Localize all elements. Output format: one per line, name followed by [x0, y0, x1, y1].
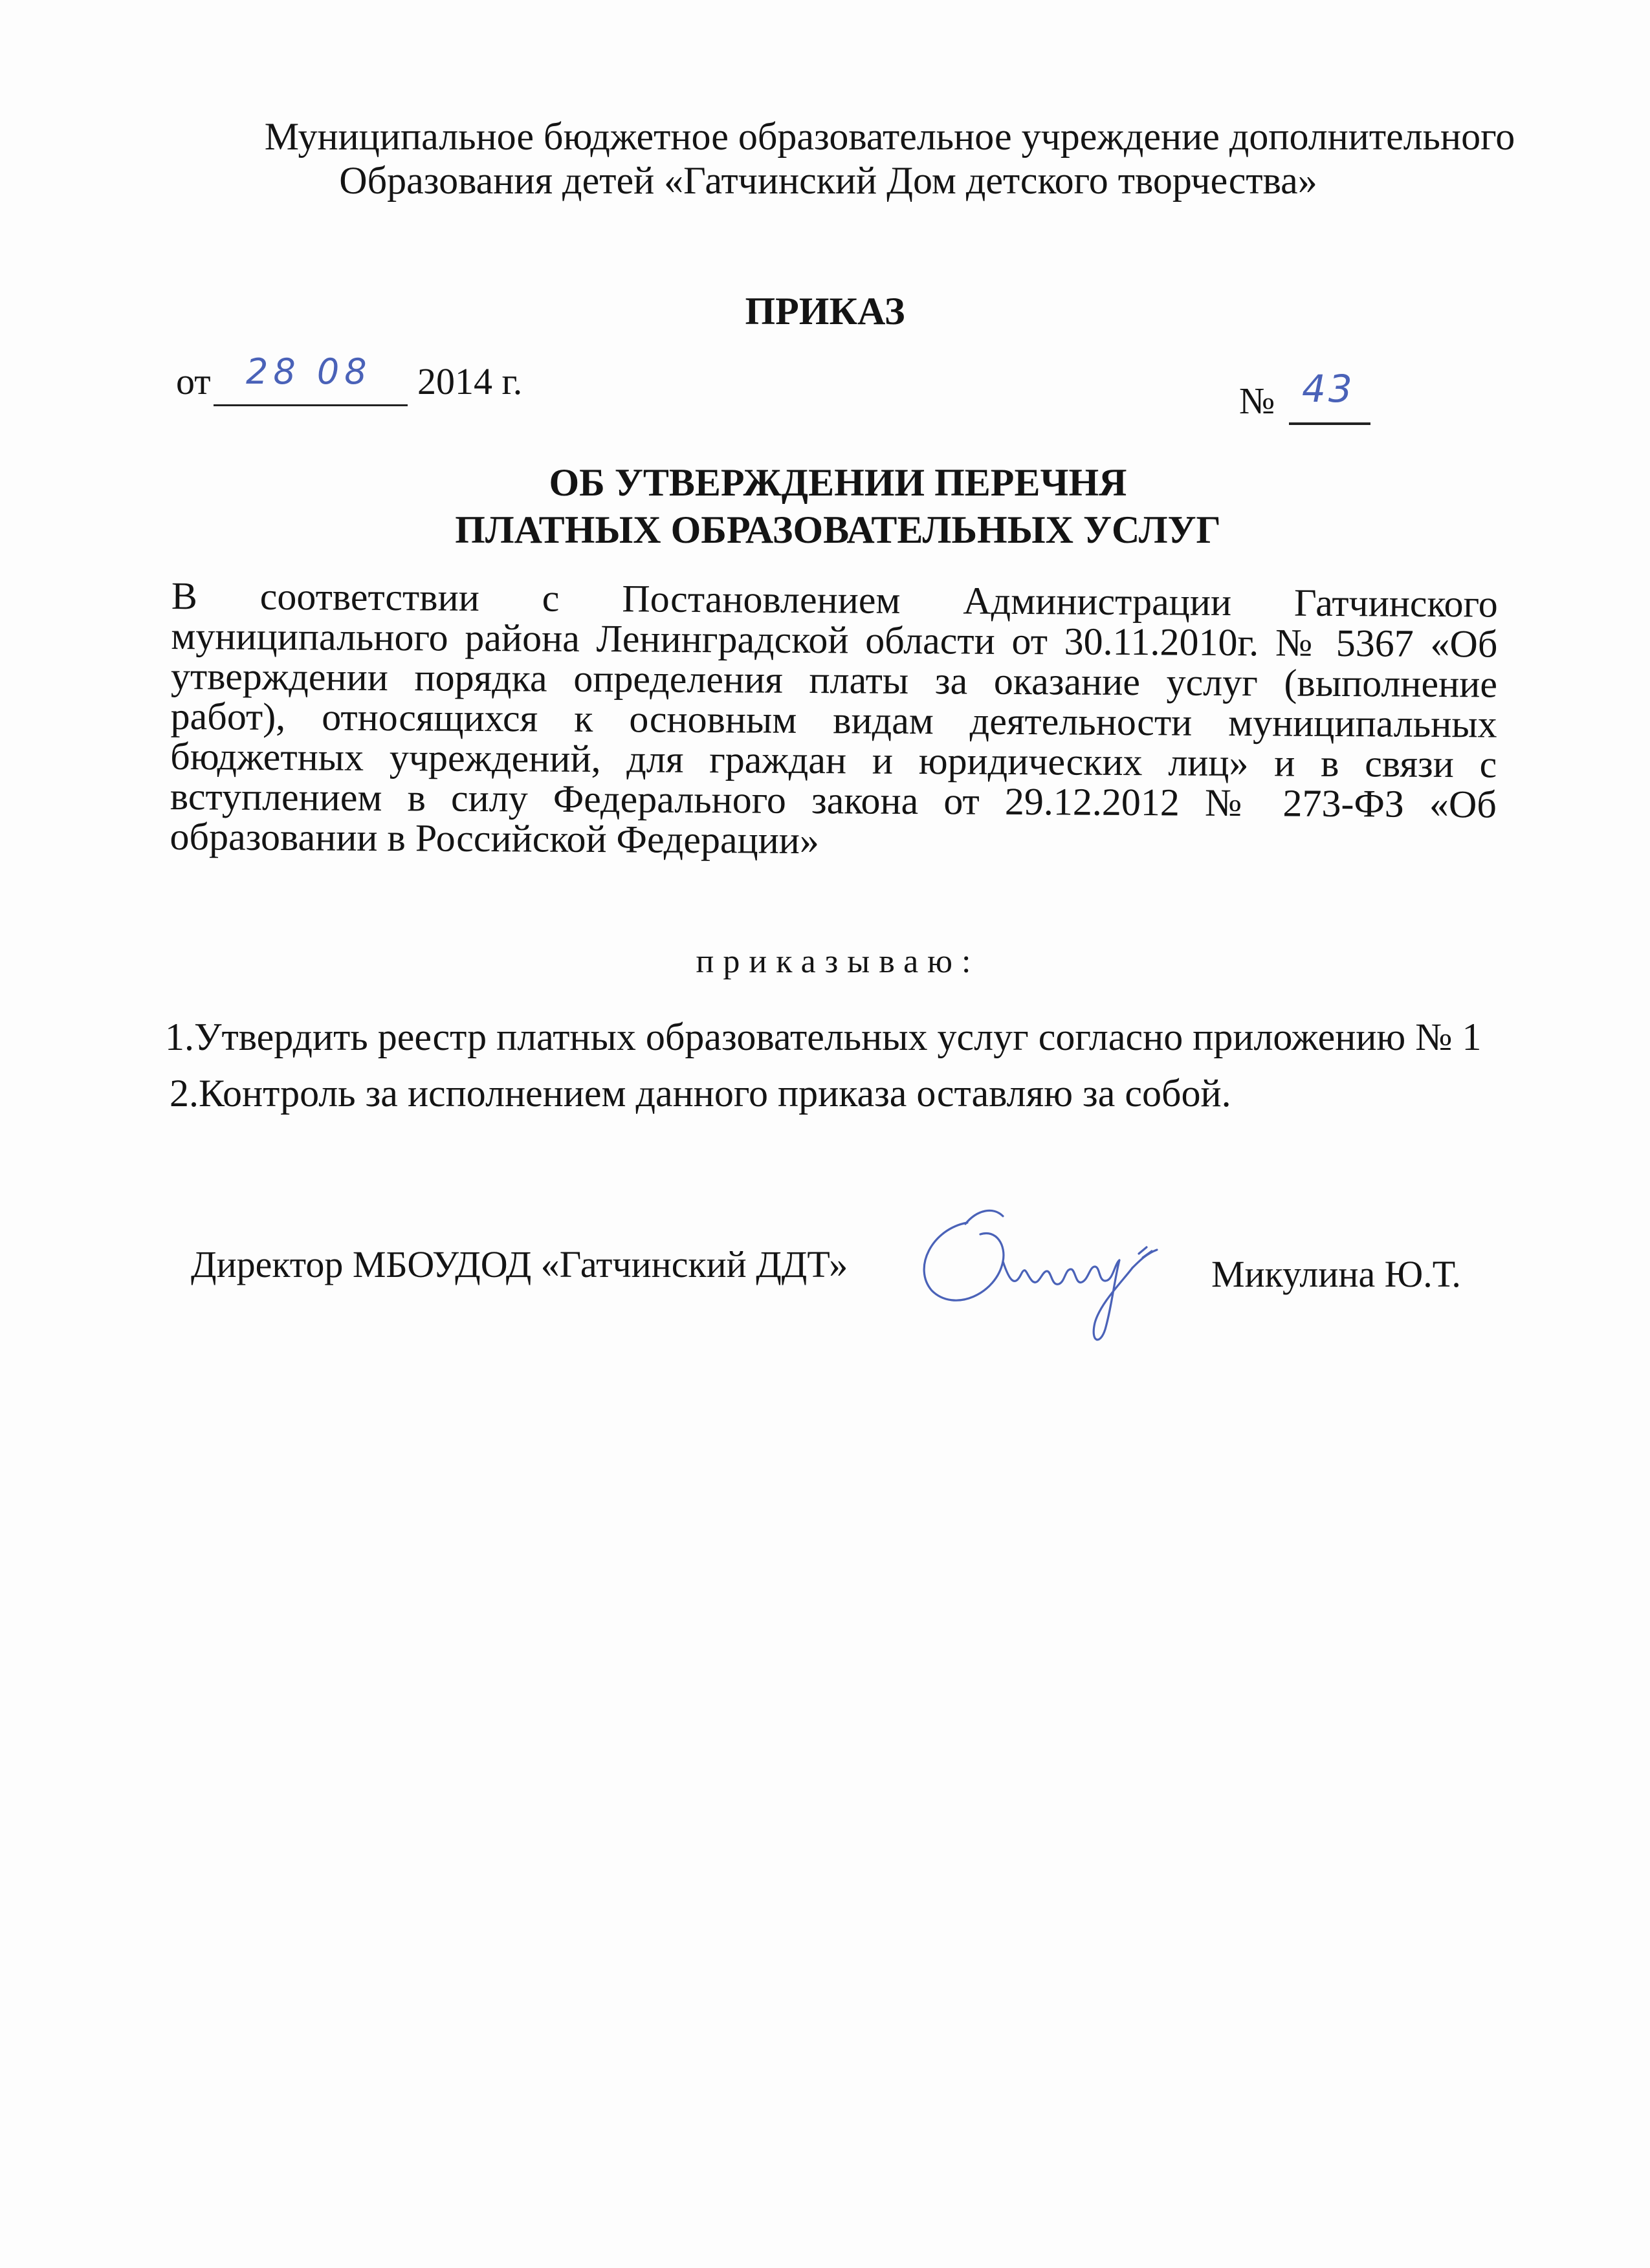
document-title: ПРИКАЗ [745, 290, 905, 333]
organization-name-line-2: Образования детей «Гатчинский Дом детского творчества» [339, 159, 1317, 202]
date-prefix: от [176, 360, 211, 402]
order-item-1: 1.Утвердить реестр платных образовательных услуг согласно приложению № 1 [165, 1016, 1482, 1058]
number-field [1289, 367, 1370, 425]
director-position: Директор МБОУДОД «Гатчинский ДДТ» [191, 1243, 848, 1285]
handwritten-number: 43 [1302, 367, 1355, 411]
order-word: приказываю: [696, 943, 980, 980]
number-label: № [1239, 380, 1275, 422]
date-year: 2014 г. [417, 360, 523, 402]
order-heading-line-1: ОБ УТВЕРЖДЕНИИ ПЕРЕЧНЯ [549, 461, 1127, 504]
handwritten-date: 28 08 [246, 351, 372, 392]
order-heading-line-2: ПЛАТНЫХ ОБРАЗОВАТЕЛЬНЫХ УСЛУГ [455, 508, 1221, 551]
organization-name-line-1: Муниципальное бюджетное образовательное учреждение дополнительного [264, 115, 1515, 158]
signature-icon [906, 1184, 1184, 1352]
preamble-paragraph: В соответствии с Постановлением Администрации Гатчинского муниципального района Ленинградской области от 30.11.2010г. № 5367 «Об утверждении порядка определения платы за оказание услуг (выполнение работ), относящихся к основным видам деятельности муниципальных бюджетных учреждений, для граждан и юридических лиц» и в связи с вступлением в силу Федерального закона от 29.12.2012 № 273-ФЗ «Об образовании в Российской Федерации» [170, 574, 1498, 862]
date-field [214, 351, 408, 406]
order-item-2: 2.Контроль за исполнением данного приказа оставляю за собой. [170, 1072, 1231, 1115]
director-name: Микулина Ю.Т. [1211, 1253, 1461, 1295]
